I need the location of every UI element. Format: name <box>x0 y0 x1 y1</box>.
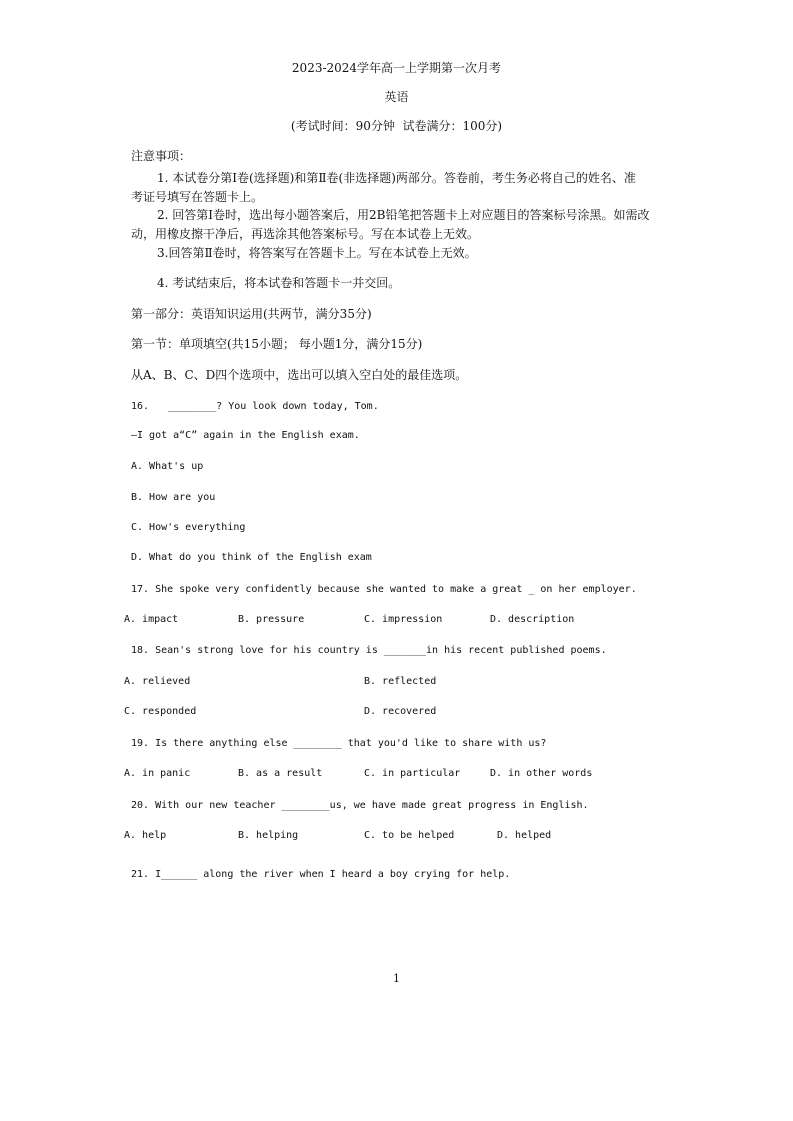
q17-stem: 17. She spoke very confidently because she wanted to make a great _ on her employer. <box>131 584 637 595</box>
q18-option-a: A. relieved <box>124 676 191 687</box>
note-item-1-line-2: 考证号填写在答题卡上。 <box>131 190 264 204</box>
q21-stem: 21. I______ along the river when I heard a boy crying for help. <box>131 869 511 880</box>
q17-option-c: C. impression <box>364 614 443 625</box>
q17-option-d: D. description <box>490 614 575 625</box>
q20-option-a: A. help <box>124 830 167 841</box>
q17-option-a: A. impact <box>124 614 179 625</box>
q18-option-c: C. responded <box>124 706 197 717</box>
part1-heading: 第一部分：英语知识运用(共两节，满分35分) <box>131 307 372 321</box>
q16-option-a: A. What's up <box>131 461 204 472</box>
q16-option-d: D. What do you think of the English exam <box>131 552 372 563</box>
q18-stem: 18. Sean's strong love for his country is _______in his recent published poems. <box>131 645 607 656</box>
q18-option-b: B. reflected <box>364 676 437 687</box>
exam-info: (考试时间：90分钟 试卷满分：100分) <box>290 119 503 133</box>
q19-stem: 19. Is there anything else ________ that you'd like to share with us? <box>131 738 547 749</box>
q16-option-b: B. How are you <box>131 492 216 503</box>
q20-option-d: D. helped <box>497 830 552 841</box>
q16-reply: —I got a“C” again in the English exam. <box>131 430 360 441</box>
subject-title: 英语 <box>384 90 409 104</box>
section1-heading: 第一节：单项填空(共15小题； 每小题1分，满分15分) <box>131 337 423 351</box>
q16-number: 16. <box>131 401 150 412</box>
q20-option-b: B. helping <box>238 830 299 841</box>
exam-title: 2023-2024学年高一上学期第一次月考 <box>291 61 502 75</box>
q19-option-b: B. as a result <box>238 768 323 779</box>
q18-option-d: D. recovered <box>364 706 437 717</box>
note-item-1-line-1: 1. 本试卷分第Ⅰ卷(选择题)和第Ⅱ卷(非选择题)两部分。答卷前，考生务必将自己的姓名、准 <box>157 171 636 185</box>
q19-option-d: D. in other words <box>490 768 593 779</box>
note-item-3: 3.回答第Ⅱ卷时，将答案写在答题卡上。写在本试卷上无效。 <box>157 246 477 260</box>
note-item-2-line-2: 动，用橡皮擦干净后，再选涂其他答案标号。写在本试卷上无效。 <box>131 227 480 241</box>
section1-instruction: 从A、B、C、D四个选项中，选出可以填入空白处的最佳选项。 <box>131 368 468 382</box>
q20-option-c: C. to be helped <box>364 830 455 841</box>
q19-option-c: C. in particular <box>364 768 461 779</box>
q19-option-a: A. in panic <box>124 768 191 779</box>
page-number: 1 <box>393 972 400 985</box>
q20-stem: 20. With our new teacher ________us, we have made great progress in English. <box>131 800 589 811</box>
note-item-4: 4. 考试结束后，将本试卷和答题卡一并交回。 <box>157 276 401 290</box>
note-item-2-line-1: 2. 回答第Ⅰ卷时，选出每小题答案后，用2B铅笔把答题卡上对应题目的答案标号涂黑。如需改 <box>157 208 650 222</box>
q16-option-c: C. How's everything <box>131 522 246 533</box>
notes-heading: 注意事项： <box>131 149 192 163</box>
q16-stem: ________? You look down today, Tom. <box>168 401 379 412</box>
q17-option-b: B. pressure <box>238 614 305 625</box>
